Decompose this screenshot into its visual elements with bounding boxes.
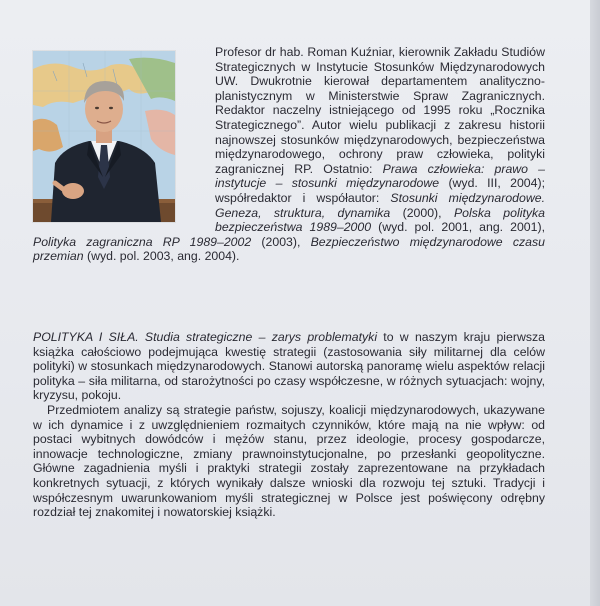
book-note: (wyd. III, 2004); współredaktor i współautor: xyxy=(215,176,545,205)
book-note: (wyd. pol. 2003, ang. 2004). xyxy=(83,249,240,264)
book-note: (2003), xyxy=(251,234,311,249)
book-title: Prawa człowieka: prawo – instytucje – stosunki międzynarodowe xyxy=(215,161,545,191)
book-main-title: POLITYKA I SIŁA. Studia strategiczne – zarys problematyki xyxy=(33,330,378,344)
photo-float-spacer xyxy=(33,45,215,222)
book-description xyxy=(33,330,545,520)
book-note: (wyd. pol. 2001, ang. 2001), xyxy=(371,220,545,235)
bio-intro-text: Profesor dr hab. Roman Kuźniar, kierownik Zakładu Studiów Strategicznych w Instytucie Stosunków Międzynarodowych UW. Dwukrotnie kierował departamentem analityczno-planistycznym w Ministerstwie Spraw Zagranicznych. Redaktor naczelny istniejącego od 1995 roku „Rocznika Strategicznego”. Autor wielu publikacji z zakresu historii najnowszej stosunków międzynarodowych, bezpieczeństwa międzynarodowego, ochrony praw człowieka, polityki zagranicznej RP. Ostatnio: xyxy=(215,45,545,176)
book-title: Polityka zagraniczna RP 1989–2002 xyxy=(33,234,252,249)
description-paragraph xyxy=(33,330,545,403)
book-title: Polska polityka bezpieczeństwa 1989–2000 xyxy=(215,205,545,235)
author-bio xyxy=(33,45,545,264)
cover-edge xyxy=(590,0,600,606)
description-paragraph: Przedmiotem analizy są strategie państw, sojuszy, koalicji międzynarodowych, ukazywane w ich dynamice i z uwzględnieniem rozmaitych czynników, które mają na nie wpływ: od postaci wybitnych dowódców i mężów stanu, przez ideologie, procesy gospodarcze, innowacje technologiczne, zmiany prawnoinstytucjonalne, po przesłanki geopolityczne. Główne zagadnienia myśli i praktyki strategii zostały zaprezentowane na przykładach konkretnych sytuacji, z których wynikały dalsze wnioski dla rozwoju tej sztuki. Tradycji i współczesnym uwarunkowaniom myśli strategicznej w Polsce jest poświęcony odrębny rozdział tej znakomitej i nowatorskiej książki. xyxy=(33,402,545,520)
book-note xyxy=(390,206,402,220)
book-note: (2000), xyxy=(402,205,454,220)
book-title: Bezpieczeństwo międzynarodowe czasu przemian xyxy=(33,234,545,264)
book-title: Stosunki międzynarodowe. Geneza, struktura, dynamika xyxy=(215,190,545,220)
description-text: to w naszym kraju pierwsza książka całościowo podejmująca kwestię strategii (zastosowania siły militarnej dla celów polityki) w stosunkach międzynarodowych. Stanowi autorską panoramę wielu aspektów relacji polityka – siła militarna, od starożytności po czasy współczesne, w różnych sytuacjach: wojny, kryzysu, pokoju. xyxy=(33,330,545,403)
